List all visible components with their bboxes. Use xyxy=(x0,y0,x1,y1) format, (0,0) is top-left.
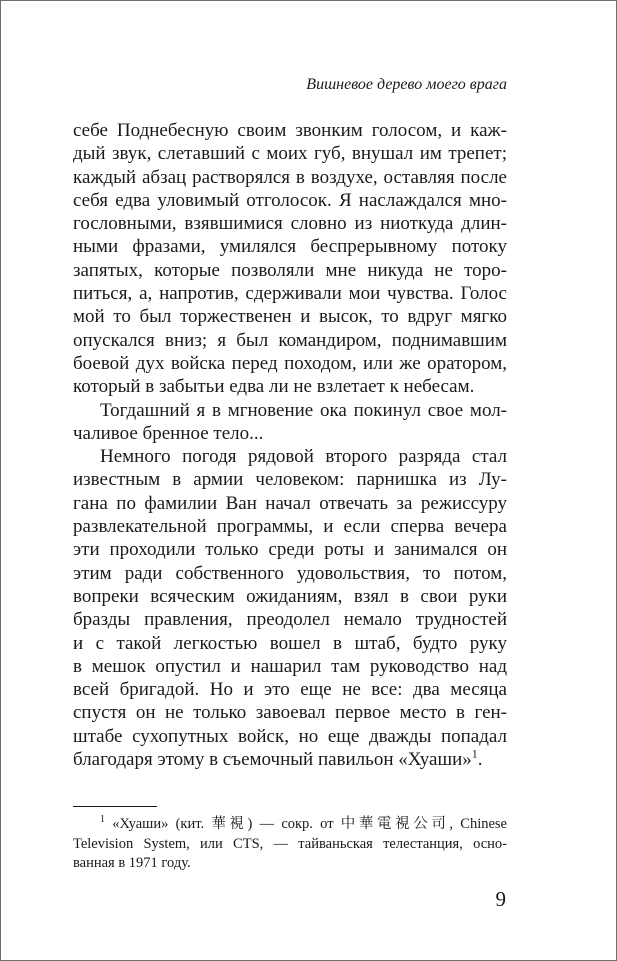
text-line: известным в армии человеком: парнишка из Лу- xyxy=(73,469,507,491)
running-head: Вишневое дерево моего врага xyxy=(306,76,507,93)
text-line: Тогдашний я в мгновение ока покинул свое мол- xyxy=(100,399,507,421)
body-text xyxy=(73,119,507,771)
text-line: чаливое бренное тело... xyxy=(73,422,264,444)
text-line: спустя он не только завоевал первое место в ген- xyxy=(73,702,507,724)
text-line: гословными, взявшимися словно из ниоткуда длин- xyxy=(73,213,507,235)
text-line: себе Поднебесную своим звонким голосом, и каж- xyxy=(73,120,507,141)
text-line: в мешок опустил и нашарил там руководство над xyxy=(73,655,507,677)
text-line: каждый абзац растворялся в воздухе, оставляя после xyxy=(73,166,507,188)
text-line: ными фразами, умилялся беспрерывному потоку xyxy=(73,236,507,258)
footnote-rule xyxy=(73,806,157,807)
footnote-line xyxy=(73,815,507,835)
text-line: и с такой легкостью вошел в штаб, будто руку xyxy=(73,632,507,654)
text-line: этим ради собственного удовольствия, то потом, xyxy=(73,562,507,584)
page-number: 9 xyxy=(495,887,506,911)
text-line: питься, а, напротив, сдерживали мои чувства. Голос xyxy=(73,283,507,305)
footnote-line: Television System, или CTS, — тайваньская телестанция, осно- xyxy=(73,835,507,852)
text-line: штабе сухопутных войск, но еще дважды попадал xyxy=(73,725,507,747)
text-line: всей бригадой. Но и это еще не все: два месяца xyxy=(73,679,507,701)
text-line-content: благодаря этому в съемочный павильон «Хуаши» xyxy=(73,749,472,771)
text-line: бразды правления, преодолел немало трудностей xyxy=(73,609,507,631)
footnote-line: ванная в 1971 году. xyxy=(73,855,191,871)
text-line: мой то был торжественен и высок, то вдруг мягко xyxy=(73,306,507,328)
footnote-number: 1 xyxy=(100,814,105,826)
text-line: боевой дух войска перед походом, или же оратором, xyxy=(73,352,507,374)
text-line: запятых, которые позволяли мне никуда не торо- xyxy=(73,259,507,281)
text-line: дый звук, слетавший с моих губ, внушал им трепет; xyxy=(73,143,507,165)
text-line: опускался вниз; я был командиром, поднимавшим xyxy=(73,329,507,351)
text-line: Немного погодя рядовой второго разряда стал xyxy=(100,446,507,468)
text-line: развлекательной программы, и если сперва вечера xyxy=(73,516,507,538)
text-line-last: благодаря этому в съемочный павильон «Хуаши»$^1$. xyxy=(73,746,483,771)
footnote xyxy=(73,815,507,874)
text-line: себя едва уловимый отголосок. Я наслаждался мно- xyxy=(73,189,507,211)
footnote-marker[interactable]: 1 xyxy=(471,746,478,761)
text-line: который в забытьи едва ли не взлетает к небесам. xyxy=(73,376,475,398)
text-line: эти проходили только среди роты и занимался он xyxy=(73,539,507,561)
text-line: вопреки всяческим ожиданиям, взял в свои руки xyxy=(73,585,507,607)
text-line: гана по фамилии Ван начал отвечать за режиссуру xyxy=(73,492,507,514)
footnote-text: «Хуаши» (кит. 華視) — сокр. от 中華電視公司, Chinese xyxy=(112,816,507,832)
